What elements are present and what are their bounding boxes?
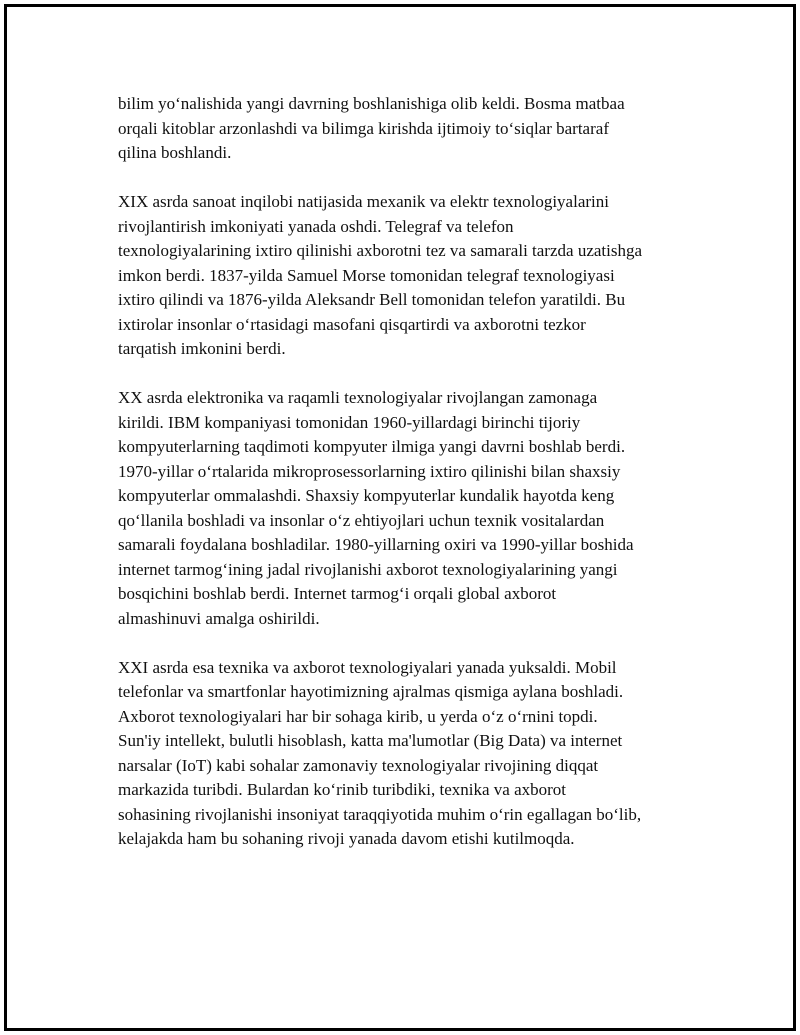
text-line: bilim yo‘nalishida yangi davrning boshlanishiga olib keldi. Bosma matbaa — [118, 94, 625, 113]
paragraph-1 — [118, 92, 708, 166]
paragraph-3 — [118, 386, 708, 631]
text-line: Sun'iy intellekt, bulutli hisoblash, katta ma'lumotlar (Big Data) va internet — [118, 731, 623, 750]
text-line: Axborot texnologiyalari har bir sohaga kirib, u yerda o‘z o‘rnini topdi. — [118, 706, 598, 726]
text-line: sohasining rivojlanishi insoniyat taraqqiyotida muhim o‘rin egallagan bo‘lib, — [118, 804, 642, 824]
text-line: XX asrda elektronika va raqamli texnologiyalar rivojlangan zamonaga — [118, 388, 598, 407]
text-line: markazida turibdi. Bulardan ko‘rinib turibdiki, texnika va axborot — [118, 780, 567, 799]
paragraph-4 — [118, 656, 708, 852]
text-line: narsalar (IoT) kabi sohalar zamonaviy texnologiyalar rivojining diqqat — [118, 755, 599, 775]
paragraph-2 — [118, 190, 708, 362]
text-line: qilina boshlandi. — [118, 143, 232, 162]
text-line: orqali kitoblar arzonlashdi va bilimga kirishda ijtimoiy to‘siqlar bartaraf — [118, 118, 609, 138]
text-line: XIX asrda sanoat inqilobi natijasida mexanik va elektr texnologiyalarini — [118, 192, 609, 211]
text-line: imkon berdi. 1837-yilda Samuel Morse tomonidan telegraf texnologiyasi — [118, 265, 615, 285]
text-line: texnologiyalarining ixtiro qilinishi axborotni tez va samarali tarzda uzatishga — [118, 241, 643, 260]
text-line: almashinuvi amalga oshirildi. — [118, 608, 320, 628]
text-line: kompyuterlar ommalashdi. Shaxsiy kompyuterlar kundalik hayotda keng — [118, 486, 615, 505]
text-line: rivojlantirish imkoniyati yanada oshdi. Telegraf va telefon — [118, 216, 514, 236]
text-line: ixtirolar insonlar o‘rtasidagi masofani qisqartirdi va axborotni tezkor — [118, 314, 586, 334]
text-line: tarqatish imkonini berdi. — [118, 339, 286, 358]
text-line: XXI asrda esa texnika va axborot texnologiyalari yanada yuksaldi. Mobil — [118, 657, 617, 677]
text-line: bosqichini boshlab berdi. Internet tarmog‘i orqali global axborot — [118, 584, 557, 603]
text-line: samarali foydalana boshladilar. 1980-yillarning oxiri va 1990-yillar boshida — [118, 535, 634, 554]
document-body — [118, 92, 708, 876]
text-line: telefonlar va smartfonlar hayotimizning ajralmas qismiga aylana boshladi. — [118, 682, 624, 701]
text-line: internet tarmog‘ining jadal rivojlanishi axborot texnologiyalarining yangi — [118, 559, 618, 579]
text-line: qo‘llanila boshladi va insonlar o‘z ehtiyojlari uchun texnik vositalardan — [118, 510, 605, 530]
text-line: ixtiro qilindi va 1876-yilda Aleksandr Bell tomonidan telefon yaratildi. Bu — [118, 290, 626, 309]
text-line: kelajakda ham bu sohaning rivoji yanada davom etishi kutilmoqda. — [118, 829, 575, 848]
text-line: kirildi. IBM kompaniyasi tomonidan 1960-yillardagi birinchi tijoriy — [118, 412, 581, 432]
text-line: 1970-yillar o‘rtalarida mikroprosessorlarning ixtiro qilinishi bilan shaxsiy — [118, 461, 621, 481]
text-line: kompyuterlarning taqdimoti kompyuter ilmiga yangi davrni boshlab berdi. — [118, 437, 626, 456]
